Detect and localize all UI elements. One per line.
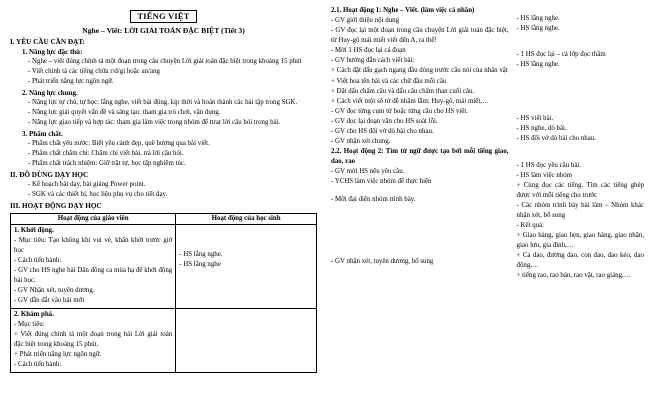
activity-line: - GV nhận xét chung. xyxy=(331,138,391,146)
cell-spacer xyxy=(179,242,313,250)
requirement-line: - Nghe – viết đúng chính tả một đoạn trong câu chuyện Lời giải toán đặc biệt trong khoảng 15 phút xyxy=(28,58,302,65)
teaching-aid-line: - SGK và các thiết bị, học liệu phụ vụ cho tiết dạy. xyxy=(28,191,168,198)
activity-title: 2. Khám phá. xyxy=(14,311,54,318)
activity-title: 1. Khởi động. xyxy=(14,227,54,234)
activity-line: - GV mời HS nêu yêu cầu. xyxy=(331,168,405,176)
activity-line: - GV Nhận xét, tuyên dương. xyxy=(14,287,95,294)
requirement-line: - Phẩm chất chăm chỉ: Chăm chỉ viết bài, trả lời câu hỏi. xyxy=(28,150,184,157)
activity-line: - GV cho HS nghe bài Dân đồng ca mùa hạ để khởi động bài học. xyxy=(14,267,173,284)
activity-line: - GV hướng dẫn cách viết bài: xyxy=(331,57,415,65)
activity-line: - GV đọc từng cụm từ hoặc từng câu cho HS viết. xyxy=(331,107,468,115)
cell-spacer xyxy=(331,237,509,245)
student-activity-cell xyxy=(176,309,317,373)
cell-spacer xyxy=(331,213,509,221)
cell-spacer xyxy=(179,234,313,242)
table-row xyxy=(11,309,317,373)
cell-spacer xyxy=(517,145,644,153)
activity-title: 2.2. Hoạt động 2: Tìm từ ngữ được tạo bởi mỗi tiếng giao, dao, rao xyxy=(331,148,509,166)
cell-spacer xyxy=(517,6,644,14)
activity-line: - HS viết bài. xyxy=(516,115,554,123)
activity-line: + tiếng rao, rao bán, rao vặt, rao giảng,… xyxy=(516,272,631,280)
requirement-line: - Phát triển năng lực ngôn ngữ. xyxy=(28,78,114,85)
lesson-plan-table xyxy=(10,213,317,373)
teacher-activity-cell xyxy=(11,309,176,373)
cell-spacer xyxy=(331,245,509,253)
activity-line: - Mời 1 HS đọc lại cả đoạn xyxy=(331,47,406,55)
subheading-qualities: 3. Phẩm chất. xyxy=(22,130,63,138)
activity-line: + Cùng đọc các tiếng. Tìm các tiếng ghép được với mỗi tiếng cho trước xyxy=(516,181,644,199)
section-heading-requirements: I. YÊU CẦU CẦN ĐẠT: xyxy=(10,38,85,46)
activity-line: - GV cho HS đổi vở dò bài cho nhau. xyxy=(331,127,434,135)
activity-line: - GV giới thiệu nội dung xyxy=(331,17,400,25)
requirement-line: - Viết chính tả các tiếng chứa r/d/gi hoặc an/ang xyxy=(28,68,160,75)
activity-line: - HS lắng nghe. xyxy=(516,61,560,69)
activity-line: - Mục tiêu: Tạo không khí vui vẻ, khấn khởi trước giờ học xyxy=(14,237,173,254)
right-page-column xyxy=(325,0,650,417)
activity-line: + Đặt dấu chấm câu và dấu câu chấm than cuối câu. xyxy=(331,87,475,95)
requirement-line: - Năng lực giải quyết vấn đề và sáng tạo: tham gia trò chơi, vận dụng. xyxy=(28,109,221,116)
activity-line: + Viết hoa tên bài và các chữ đầu mỗi câu xyxy=(331,77,447,85)
requirement-line: - Năng lực tự chủ, tự học: lắng nghe, viết bài đúng, kịp thời và hoàn thành các bài tập trong SGK. xyxy=(28,99,298,106)
cell-spacer xyxy=(517,94,644,102)
requirement-line: - Phẩm chất trách nhiệm: Giữ trật tự, học tập nghiêm túc. xyxy=(28,160,186,167)
cell-spacer xyxy=(331,187,509,195)
table-header-row xyxy=(11,214,317,225)
activity-line: - Kết quả: xyxy=(516,222,545,230)
cell-spacer xyxy=(517,86,644,94)
cell-spacer xyxy=(331,205,509,213)
activity-title: 2.1. Hoạt động 1: Nghe – Viết. (làm việc cá nhân) xyxy=(331,7,475,14)
section-heading-teaching-aids: II. ĐỒ DÙNG DẠY HỌC xyxy=(10,171,89,179)
activity-line: - Mời đại diện nhóm trình bày. xyxy=(331,196,416,204)
requirement-line: - Năng lực giao tiếp và hợp tác: tham gia làm việc trong nhóm để ttrar lời câu hỏi trong bài. xyxy=(28,119,281,126)
student-activity-cell xyxy=(176,225,317,309)
right-two-column-wrap xyxy=(331,6,644,281)
activity-line: - HS đổi vở dò bài cho nhau. xyxy=(516,135,596,143)
cell-spacer xyxy=(517,153,644,161)
activity-line: - Mục tiêu: xyxy=(14,321,45,328)
activity-line: - 1 HS đọc lại – cả lớp đọc thầm xyxy=(516,51,606,59)
activity-line: - GV đọc lại đoạn văn cho HS soát lỗi. xyxy=(331,117,438,125)
activity-line: + Viết đúng chính tả một đoạn trong bài Lời giải toán đặc biệt trong khoảng 15 phút. xyxy=(14,331,173,348)
activity-line: - Các nhóm trình bày bài làm – Nhóm khác nhận xét, bổ sung xyxy=(516,201,644,219)
activity-line: - HS nghe, dò bài. xyxy=(516,125,567,133)
activity-line: - HS lắng nghe xyxy=(179,261,221,268)
activity-line: - 1 HS đọc yêu cầu bài. xyxy=(516,161,582,169)
teaching-aid-line: - Kế hoạch bài dạy, bài giảng Power point. xyxy=(28,181,146,188)
teacher-activity-cell xyxy=(11,225,176,309)
activity-line: - YCHS làm việc nhóm để thực hiện xyxy=(331,178,432,186)
cell-spacer xyxy=(179,226,313,234)
activity-line: - GV nhận xét, tuyên dương, bổ sung xyxy=(331,258,434,266)
document-title-container xyxy=(10,6,317,24)
activity-line: - Cách tiến hành: xyxy=(14,361,62,368)
document-title: TIẾNG VIỆT xyxy=(130,10,196,23)
activity-line: - GV dẫn dắt vào bài mới xyxy=(14,297,85,304)
cell-spacer xyxy=(517,34,644,42)
table-row xyxy=(11,225,317,309)
activity-line: + Ca dao, đường dao, con dao, dao kéo, dao động,… xyxy=(516,252,644,270)
column-header-student: Hoạt động của học sinh xyxy=(176,214,317,225)
document-subtitle: Nghe – Viết: LỜI GIẢI TOÁN ĐẶC BIỆT (Tiết 3) xyxy=(82,26,245,35)
activity-line: - HS lắng nghe. xyxy=(516,15,560,22)
activity-line: - GV đọc lại một đoạn trong câu chuyện Lời giải toán đặc biệt, từ Huy-gô mải miết viết đến A, ra thế! xyxy=(331,27,509,45)
cell-spacer xyxy=(517,102,644,110)
activity-line: - HS lắng nghe. xyxy=(179,251,223,258)
activity-line: - HS lắng nghe. xyxy=(516,25,560,33)
activity-line: + Phát triển năng lực ngôn ngữ. xyxy=(14,351,102,358)
section-heading-activities: III. HOẠT ĐỘNG DẠY HỌC xyxy=(10,202,102,210)
cell-spacer xyxy=(331,221,509,229)
requirement-line: - Phẩm chất yêu nước: Biết yêu cảnh đẹp, quê hương qua bài viết. xyxy=(28,140,210,147)
activity-line: + Cách viết một số từ dễ nhầm lẫm: Huy-gô, mải miết,… xyxy=(331,97,489,105)
subheading-specific-competence: 1. Năng lực đặc thù: xyxy=(22,48,83,56)
cell-spacer xyxy=(517,78,644,86)
activity-line: + Giao hàng, giao hẹn, giao hàng, giao nhận, giao lưu, gia đình,… xyxy=(516,232,644,250)
teacher-activity-column xyxy=(331,6,513,281)
activity-line: + Cách đặt dấu gạch ngang đầu dòng trước câu nói của nhân vật xyxy=(331,67,508,75)
cell-spacer xyxy=(517,42,644,50)
activity-line: - Cách tiến hành: xyxy=(14,257,62,264)
activity-line: - HS làm việc nhóm xyxy=(516,171,573,179)
subheading-general-competence: 2. Năng lực chung. xyxy=(22,89,78,97)
column-header-teacher: Hoạt động của giáo viên xyxy=(11,214,176,225)
cell-spacer xyxy=(331,229,509,237)
student-activity-column xyxy=(513,6,644,281)
cell-spacer xyxy=(517,70,644,78)
